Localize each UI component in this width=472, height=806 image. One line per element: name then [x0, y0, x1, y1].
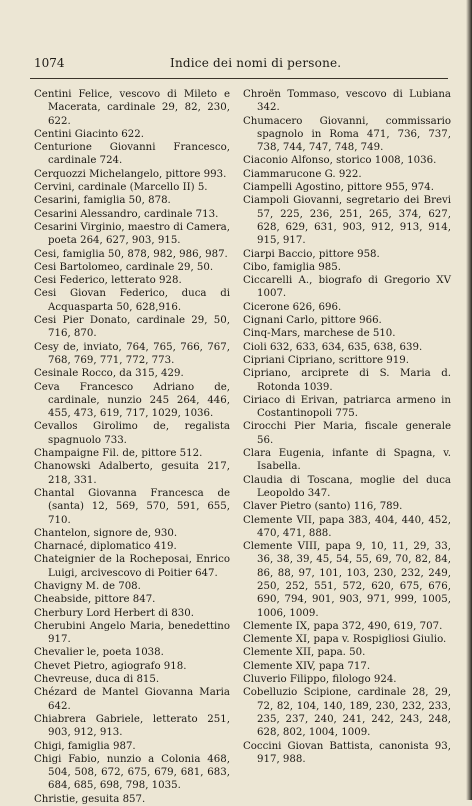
index-entry: Cevallos Girolimo de, regalista spagnuolo 733. [34, 421, 230, 446]
index-entry: Champaigne Fil. de, pittore 512. [34, 448, 203, 460]
index-entry: Cioli 632, 633, 634, 635, 638, 639. [243, 341, 423, 353]
index-entry: Cesinale Rocco, da 315, 429. [34, 368, 184, 380]
index-entry: Cesi Federico, letterato 928. [34, 275, 182, 287]
index-entry: Chevalier le, poeta 1038. [34, 647, 164, 659]
index-entry: Cluverio Filippo, filologo 924. [243, 674, 397, 686]
index-entry: Christie, gesuita 857. [34, 793, 146, 805]
page-edge-shadow [466, 0, 472, 800]
index-entry: Chevreuse, duca di 815. [34, 674, 160, 686]
index-entry: Cesi Bartolomeo, cardinale 29, 50. [34, 261, 214, 273]
index-entry: Cipriani Cipriano, scrittore 919. [243, 354, 409, 366]
index-entry: Ceva Francesco Adriano de, cardinale, nunzio 245 264, 446, 455, 473, 619, 717, 1029, 1036. [34, 381, 230, 420]
index-entry: Clemente XIV, papa 717. [243, 660, 371, 672]
index-entry: Chigi, famiglia 987. [34, 740, 136, 752]
index-entry: Clemente XI, papa v. Rospigliosi Giulio. [243, 634, 447, 646]
index-entry: Ciccarelli A., biografo di Gregorio XV 1007. [243, 275, 451, 300]
index-entry: Chroën Tommaso, vescovo di Lubiana 342. [243, 89, 451, 114]
index-entry: Charnacé, diplomatico 419. [34, 541, 177, 553]
index-entry: Cherubini Angelo Maria, benedettino 917. [34, 620, 230, 646]
index-entry: Claver Pietro (santo) 116, 789. [243, 501, 403, 513]
index-entry: Centini Giacinto 622. [34, 128, 144, 140]
index-entry: Chanowski Adalberto, gesuita 217, 218, 331. [34, 461, 230, 486]
index-entry: Cesarini Virginio, maestro di Camera, poeta 264, 627, 903, 915. [34, 221, 230, 247]
index-entry: Ciammarucone G. 922. [243, 168, 362, 180]
index-entry: Clemente IX, papa 372, 490, 619, 707. [243, 620, 443, 632]
index-entry: Cherbury Lord Herbert di 830. [34, 607, 194, 619]
index-entry: Chézard de Mantel Giovanna Maria 642. [34, 687, 230, 712]
index-entry: Ciaconio Alfonso, storico 1008, 1036. [243, 155, 437, 167]
index-entry: Chevet Pietro, agiografo 918. [34, 660, 187, 672]
index-entry: Clemente XII, papa. 50. [243, 647, 366, 659]
index-entry: Cirocchi Pier Maria, fiscale generale 56. [243, 421, 451, 446]
index-column-left [34, 88, 230, 806]
index-entry: Cesy de, inviato, 764, 765, 766, 767, 768, 769, 771, 772, 773. [34, 341, 230, 366]
index-entry: Chiabrera Gabriele, letterato 251, 903, 912, 913. [34, 713, 230, 739]
index-entry: Chantelon, signore de, 930. [34, 527, 178, 539]
index-entry: Cesarini, famiglia 50, 878. [34, 195, 171, 207]
index-entry: Chateignier de la Rocheposai, Enrico Luigi, arcivescovo di Poitier 647. [34, 554, 230, 579]
index-entry: Chavigny M. de 708. [34, 580, 141, 592]
index-entry: Ciampelli Agostino, pittore 955, 974. [243, 182, 434, 194]
index-entry: Cesarini Alessandro, cardinale 713. [34, 208, 219, 220]
page-number: 1074 [34, 56, 65, 70]
index-entry: Cibo, famiglia 985. [243, 261, 341, 273]
index-entry: Cesi Giovan Federico, duca di Acquasparta 50, 628,916. [34, 288, 230, 313]
index-entry: Ciampoli Giovanni, segretario dei Brevi 57, 225, 236, 251, 265, 374, 627, 628, 629, 631, 903, 912, 913, 914, 915, 917. [243, 195, 451, 247]
index-entry: Cheabside, pittore 847. [34, 594, 156, 606]
index-entry: Centurione Giovanni Francesco, cardinale 724. [34, 142, 230, 167]
index-entry: Cinq-Mars, marchese de 510. [243, 328, 396, 340]
index-entry: Cobelluzio Scipione, cardinale 28, 29, 72, 82, 104, 140, 189, 230, 232, 233, 235, 237, 240, 241, 242, 243, 248, 628, 802, 1004, 1009. [243, 687, 451, 739]
index-entry: Ciriaco di Erivan, patriarca armeno in Costantinopoli 775. [243, 394, 451, 420]
index-entry: Chumacero Giovanni, commissario spagnolo in Roma 471, 736, 737, 738, 744, 747, 748, 749. [243, 115, 451, 154]
index-entry: Clemente VII, papa 383, 404, 440, 452, 470, 471, 888. [243, 514, 451, 539]
index-entry: Cicerone 626, 696. [243, 301, 342, 313]
index-column-right [243, 88, 451, 766]
index-entry: Ciarpi Baccio, pittore 958. [243, 248, 380, 260]
running-title: Indice dei nomi di persone. [170, 56, 342, 70]
index-entry: Cipriano, arciprete di S. Maria d. Rotonda 1039. [243, 368, 451, 393]
index-entry: Centini Felice, vescovo di Mileto e Macerata, cardinale 29, 82, 230, 622. [34, 89, 230, 127]
index-entry: Coccini Giovan Battista, canonista 93, 917, 988. [243, 740, 451, 765]
index-entry: Clemente VIII, papa 9, 10, 11, 29, 33, 36, 38, 39, 45, 54, 55, 69, 70, 82, 84, 86, 88, 97, 101, 103, 230, 232, 249, 250, 252, 551, 572, 620, 675, 676, 690, 794, 901, 903, 971, 999, 1005, 1006, 1009. [243, 541, 451, 619]
index-entry: Cesi, famiglia 50, 878, 982, 986, 987. [34, 248, 228, 260]
index-entry: Clara Eugenia, infante di Spagna, v. Isabella. [243, 448, 451, 473]
header-rule [30, 78, 448, 79]
index-entry: Cignani Carlo, pittore 966. [243, 315, 382, 327]
index-entry: Chantal Giovanna Francesca de (santa) 12, 569, 570, 591, 655, 710. [34, 487, 230, 526]
page-header [30, 56, 448, 76]
index-entry: Cerquozzi Michelangelo, pittore 993. [34, 168, 227, 180]
index-entry: Chigi Fabio, nunzio a Colonia 468, 504, 508, 672, 675, 679, 681, 683, 684, 685, 698, 798, 1035. [34, 753, 230, 792]
index-entry: Cervini, cardinale (Marcello II) 5. [34, 182, 208, 194]
index-entry: Claudia di Toscana, moglie del duca Leopoldo 347. [243, 474, 451, 499]
index-entry: Cesi Pier Donato, cardinale 29, 50, 716, 870. [34, 315, 230, 340]
